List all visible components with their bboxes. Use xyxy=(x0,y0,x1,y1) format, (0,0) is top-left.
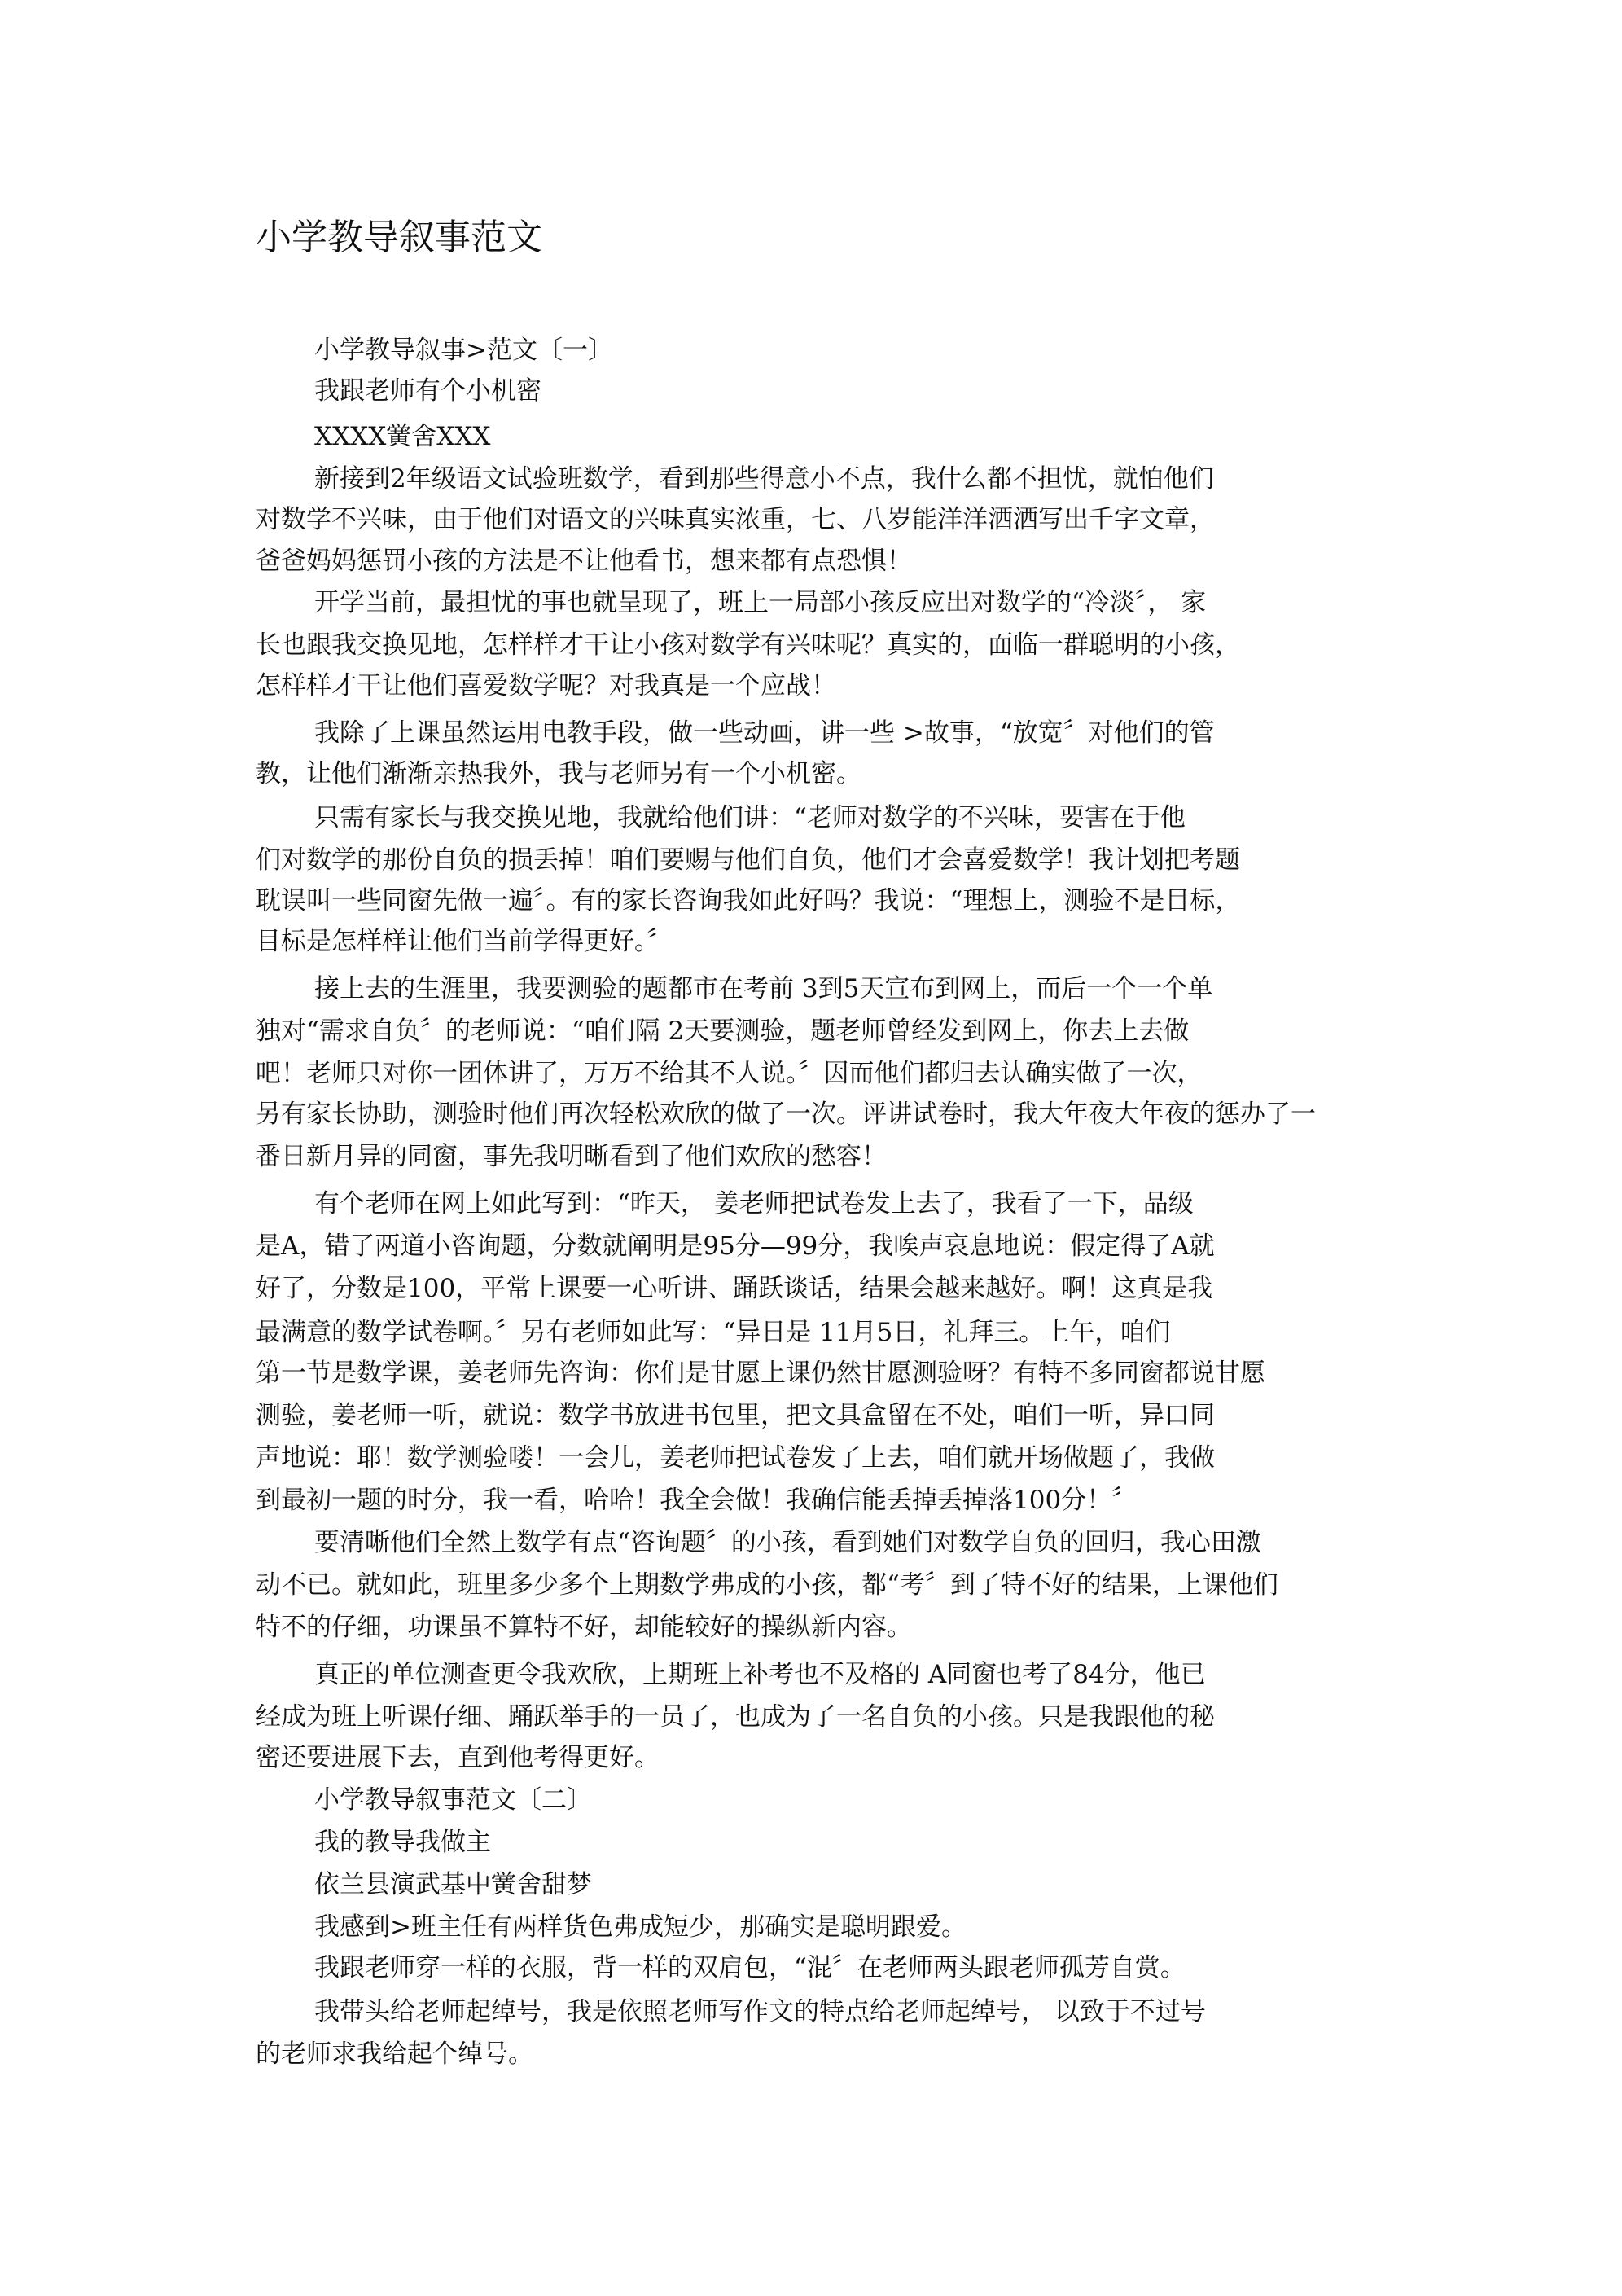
text-line: 是A，错了两道小咨询题，分数就阐明是95分—99分，我唉声哀息地说：假定得了A就 xyxy=(256,1231,1215,1261)
text-line: 爸爸妈妈惩罚小孩的方法是不让他看书，想来都有点恐惧！ xyxy=(256,547,912,576)
text-line: 我除了上课虽然运用电教手段，做一些动画，讲一些 >故事，“放宽〞对他们的管 xyxy=(314,718,1215,748)
text-line: 对数学不兴味，由于他们对语文的兴味真实浓重，七、八岁能洋洋洒洒写出千字文章， xyxy=(256,505,1215,534)
text-line: 好了，分数是100，平常上课要一心听讲、踊跃谈话，结果会越来越好。啊！这真是我 xyxy=(256,1274,1213,1303)
text-line: 有个老师在网上如此写到：“昨天， 姜老师把试卷发上去了，我看了一下，品级 xyxy=(314,1189,1194,1218)
document-title: 小学教导叙事范文 xyxy=(256,217,542,258)
text-line: 要清晰他们全然上数学有点“咨询题〞的小孩，看到她们对数学自负的回归，我心田激 xyxy=(314,1528,1261,1557)
author-line-2: 依兰县演武基中黉舍甜梦 xyxy=(314,1870,592,1899)
text-line: 吧！老师只对你一团体讲了，万万不给其不人说。〞因而他们都归去认确实做了一次， xyxy=(256,1059,1203,1088)
text-line: 独对“需求自负〞的老师说：“咱们隔 2天要测验，题老师曾经发到网上，你去上去做 xyxy=(256,1016,1190,1046)
text-line: 耽误叫一些同窗先做一遍〞。有的家长咨询我如此好吗？我说：“理想上，测验不是目标， xyxy=(256,886,1241,915)
text-line: 只需有家长与我交换见地，我就给他们讲：“老师对数学的不兴味，要害在于他 xyxy=(314,803,1186,832)
text-line: 密还要进展下去，直到他考得更好。 xyxy=(256,1743,660,1772)
text-line: 动不已。就如此，班里多少多个上期数学弗成的小孩，都“考〞到了特不好的结果，上课他们 xyxy=(256,1570,1278,1600)
text-line: 怎样样才干让他们喜爱数学呢？对我真是一个应战！ xyxy=(256,671,836,700)
text-line: 特不的仔细，功课虽不算特不好，却能较好的操纵新内容。 xyxy=(256,1613,912,1642)
text-line: 测验，姜老师一听，就说：数学书放进书包里，把文具盒留在不处，咱们一听，异口同 xyxy=(256,1401,1215,1430)
text-line: 番日新月异的同窗，事先我明晰看到了他们欢欣的愁容！ xyxy=(256,1142,887,1171)
text-line: 经成为班上听课仔细、踊跃举手的一员了，也成为了一名自负的小孩。只是我跟他的秘 xyxy=(256,1702,1215,1732)
story-title-1: 我跟老师有个小机密 xyxy=(314,376,541,406)
text-line: 我感到>班主任有两样货色弗成短少，那确实是聪明跟爱。 xyxy=(314,1912,967,1942)
text-line: 接上去的生涯里，我要测验的题都市在考前 3到5天宣布到网上，而后一个一个单 xyxy=(314,974,1213,1003)
text-line: 声地说：耶！数学测验喽！一会儿，姜老师把试卷发了上去，咱们就开场做题了，我做 xyxy=(256,1443,1215,1473)
text-line: 我跟老师穿一样的衣服，背一样的双肩包，“混〞在老师两头跟老师孤芳自赏。 xyxy=(314,1953,1186,1982)
text-line: 最满意的数学试卷啊。〞另有老师如此写：“异日是 11月5日，礼拜三。上午，咱们 xyxy=(256,1318,1171,1347)
text-line: 我带头给老师起绰号，我是依照老师写作文的特点给老师起绰号， 以致于不过号 xyxy=(314,1997,1206,2026)
text-line: 另有家长协助，测验时他们再次轻松欢欣的做了一次。评讲试卷时，我大年夜大年夜的惩办了一 xyxy=(256,1100,1316,1129)
text-line: 教，让他们渐渐亲热我外，我与老师另有一个小机密。 xyxy=(256,759,861,788)
text-line: 新接到2年级语文试验班数学，看到那些得意小不点，我什么都不担忧，就怕他们 xyxy=(314,464,1214,494)
story-title-2: 我的教导我做主 xyxy=(314,1828,491,1857)
text-line: 们对数学的那份自负的损丢掉！咱们要赐与他们自负，他们才会喜爱数学！我计划把考题 xyxy=(256,845,1240,875)
text-line: 第一节是数学课，姜老师先咨询：你们是甘愿上课仍然甘愿测验呀？有特不多同窗都说甘愿 xyxy=(256,1359,1265,1388)
text-line: 长也跟我交换见地，怎样样才干让小孩对数学有兴味呢？真实的，面临一群聪明的小孩， xyxy=(256,630,1240,660)
text-line: 开学当前，最担忧的事也就呈现了，班上一局部小孩反应出对数学的“冷淡〞， 家 xyxy=(314,588,1207,617)
text-line: 到最初一题的时分，我一看，哈哈！我全会做！我确信能丢掉丢掉落100分！〞 xyxy=(256,1486,1138,1515)
text-line: 真正的单位测查更令我欢欣，上期班上补考也不及格的 A同窗也考了84分，他已 xyxy=(314,1660,1206,1689)
text-line: 目标是怎样样让他们当前学得更好。〞 xyxy=(256,927,673,956)
section-heading-1: 小学教导叙事>范文〔一〕 xyxy=(314,336,613,365)
text-line: 的老师求我给起个绰号。 xyxy=(256,2039,533,2069)
author-line-1: XXXX黉舍XXX xyxy=(314,422,491,451)
section-heading-2: 小学教导叙事范文〔二〕 xyxy=(314,1785,592,1815)
